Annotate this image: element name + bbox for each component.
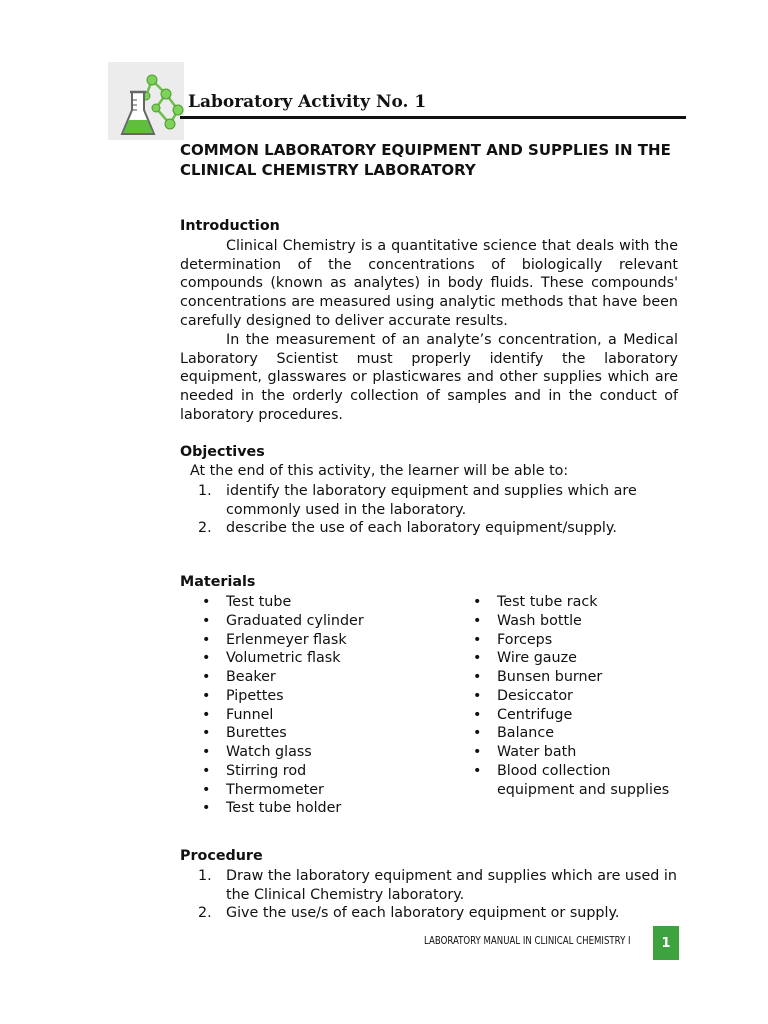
item-text: Give the use/s of each laboratory equipment or supply. [226, 905, 620, 921]
material-item [200, 631, 440, 650]
material-item [200, 593, 440, 612]
bullet-icon: • [473, 631, 482, 648]
list-item [198, 904, 688, 923]
material-name: Funnel [226, 706, 274, 723]
item-text: identify the laboratory equipment and supplies which are commonly used in the laboratory. [226, 483, 637, 518]
introduction-paragraph-2: In the measurement of an analyte’s concentration, a Medical Laboratory Scientist must properly identify the laboratory equipment, glasswares or plasticwares and other supplies which are needed in the orderly collection of samples and in the conduct of laboratory procedures. [180, 332, 678, 423]
material-name: Test tube rack [497, 594, 598, 610]
materials-list-right [471, 593, 686, 799]
material-name: Centrifuge [497, 706, 573, 723]
bullet-icon: • [202, 800, 211, 817]
material-item [200, 743, 440, 762]
material-item [200, 612, 440, 631]
bullet-icon: • [473, 594, 482, 610]
material-item [471, 706, 686, 725]
procedure-heading: Procedure [180, 848, 263, 864]
materials-heading: Materials [180, 574, 256, 590]
procedure-list [198, 867, 688, 923]
material-item [471, 612, 686, 631]
list-item [198, 867, 688, 904]
material-name: Volumetric flask [226, 650, 341, 667]
bullet-icon: • [473, 650, 482, 667]
item-number: 2. [198, 905, 212, 921]
page-number: 1 [653, 926, 679, 960]
bullet-icon: • [202, 744, 211, 760]
bullet-icon: • [202, 687, 211, 704]
material-item [471, 631, 686, 650]
material-item [471, 668, 686, 687]
material-name: Burettes [226, 725, 287, 742]
material-name: Erlenmeyer flask [226, 631, 347, 648]
material-item [471, 687, 686, 706]
material-name: Balance [497, 725, 555, 742]
bullet-icon: • [202, 612, 211, 629]
objectives-heading: Objectives [180, 444, 265, 460]
header-divider [180, 116, 686, 119]
material-name: Stirring rod [226, 762, 307, 779]
bullet-icon: • [473, 687, 482, 704]
material-name: Wash bottle [497, 612, 582, 629]
material-name: Desiccator [497, 687, 573, 704]
material-item [200, 687, 440, 706]
material-name: Pipettes [226, 687, 284, 704]
objectives-lead: At the end of this activity, the learner will be able to: [190, 463, 569, 479]
activity-title: Laboratory Activity No. 1 [188, 92, 427, 112]
material-name: Wire gauze [497, 650, 577, 667]
footer-manual-title: LABORATORY MANUAL IN CLINICAL CHEMISTRY I [424, 934, 631, 947]
material-name: Test tube [226, 594, 292, 610]
bullet-icon: • [473, 612, 482, 629]
material-item [471, 743, 686, 762]
material-item [471, 762, 686, 800]
bullet-icon: • [202, 650, 211, 667]
item-number: 1. [198, 868, 212, 884]
material-name: Blood collection equipment and supplies [497, 762, 670, 798]
bullet-icon: • [473, 725, 482, 742]
item-number: 1. [198, 483, 212, 499]
bullet-icon: • [202, 594, 211, 610]
bullet-icon: • [473, 669, 482, 685]
material-item [200, 762, 440, 781]
bullet-icon: • [202, 706, 211, 723]
material-name: Beaker [226, 669, 276, 685]
material-name: Watch glass [226, 744, 312, 760]
material-name: Graduated cylinder [226, 612, 364, 629]
item-text: Draw the laboratory equipment and supplies which are used in the Clinical Chemistry laboratory. [226, 868, 677, 903]
bullet-icon: • [202, 762, 211, 779]
list-item [198, 482, 688, 519]
material-item [200, 668, 440, 687]
bullet-icon: • [202, 669, 211, 685]
item-text: describe the use of each laboratory equipment/supply. [226, 520, 617, 536]
introduction-heading: Introduction [180, 218, 280, 234]
bullet-icon: • [202, 781, 211, 798]
material-name: Bunsen burner [497, 669, 603, 685]
material-name: Thermometer [226, 781, 324, 798]
objectives-list [198, 482, 688, 538]
flask-molecule-icon [108, 62, 184, 140]
material-name: Forceps [497, 631, 553, 648]
bullet-icon: • [202, 725, 211, 742]
bullet-icon: • [202, 631, 211, 648]
material-item [471, 593, 686, 612]
material-item [471, 649, 686, 668]
bullet-icon: • [473, 762, 482, 779]
material-name: Water bath [497, 744, 577, 760]
bullet-icon: • [473, 744, 482, 760]
material-item [200, 799, 440, 818]
bullet-icon: • [473, 706, 482, 723]
page-title: COMMON LABORATORY EQUIPMENT AND SUPPLIES IN THE CLINICAL CHEMISTRY LABORATORY [180, 141, 671, 179]
materials-list-left [200, 593, 440, 818]
material-item [200, 649, 440, 668]
material-item [200, 724, 440, 743]
item-number: 2. [198, 520, 212, 536]
material-name: Test tube holder [226, 800, 342, 817]
material-item [200, 781, 440, 800]
list-item [198, 519, 688, 538]
introduction-paragraph-1: Clinical Chemistry is a quantitative science that deals with the determination of the concentrations of biologically relevant compounds (known as analytes) in body fluids. These compounds' concentrations are measured using analytic methods that have been carefully designed to deliver accurate results. [180, 238, 678, 329]
material-item [200, 706, 440, 725]
material-item [471, 724, 686, 743]
